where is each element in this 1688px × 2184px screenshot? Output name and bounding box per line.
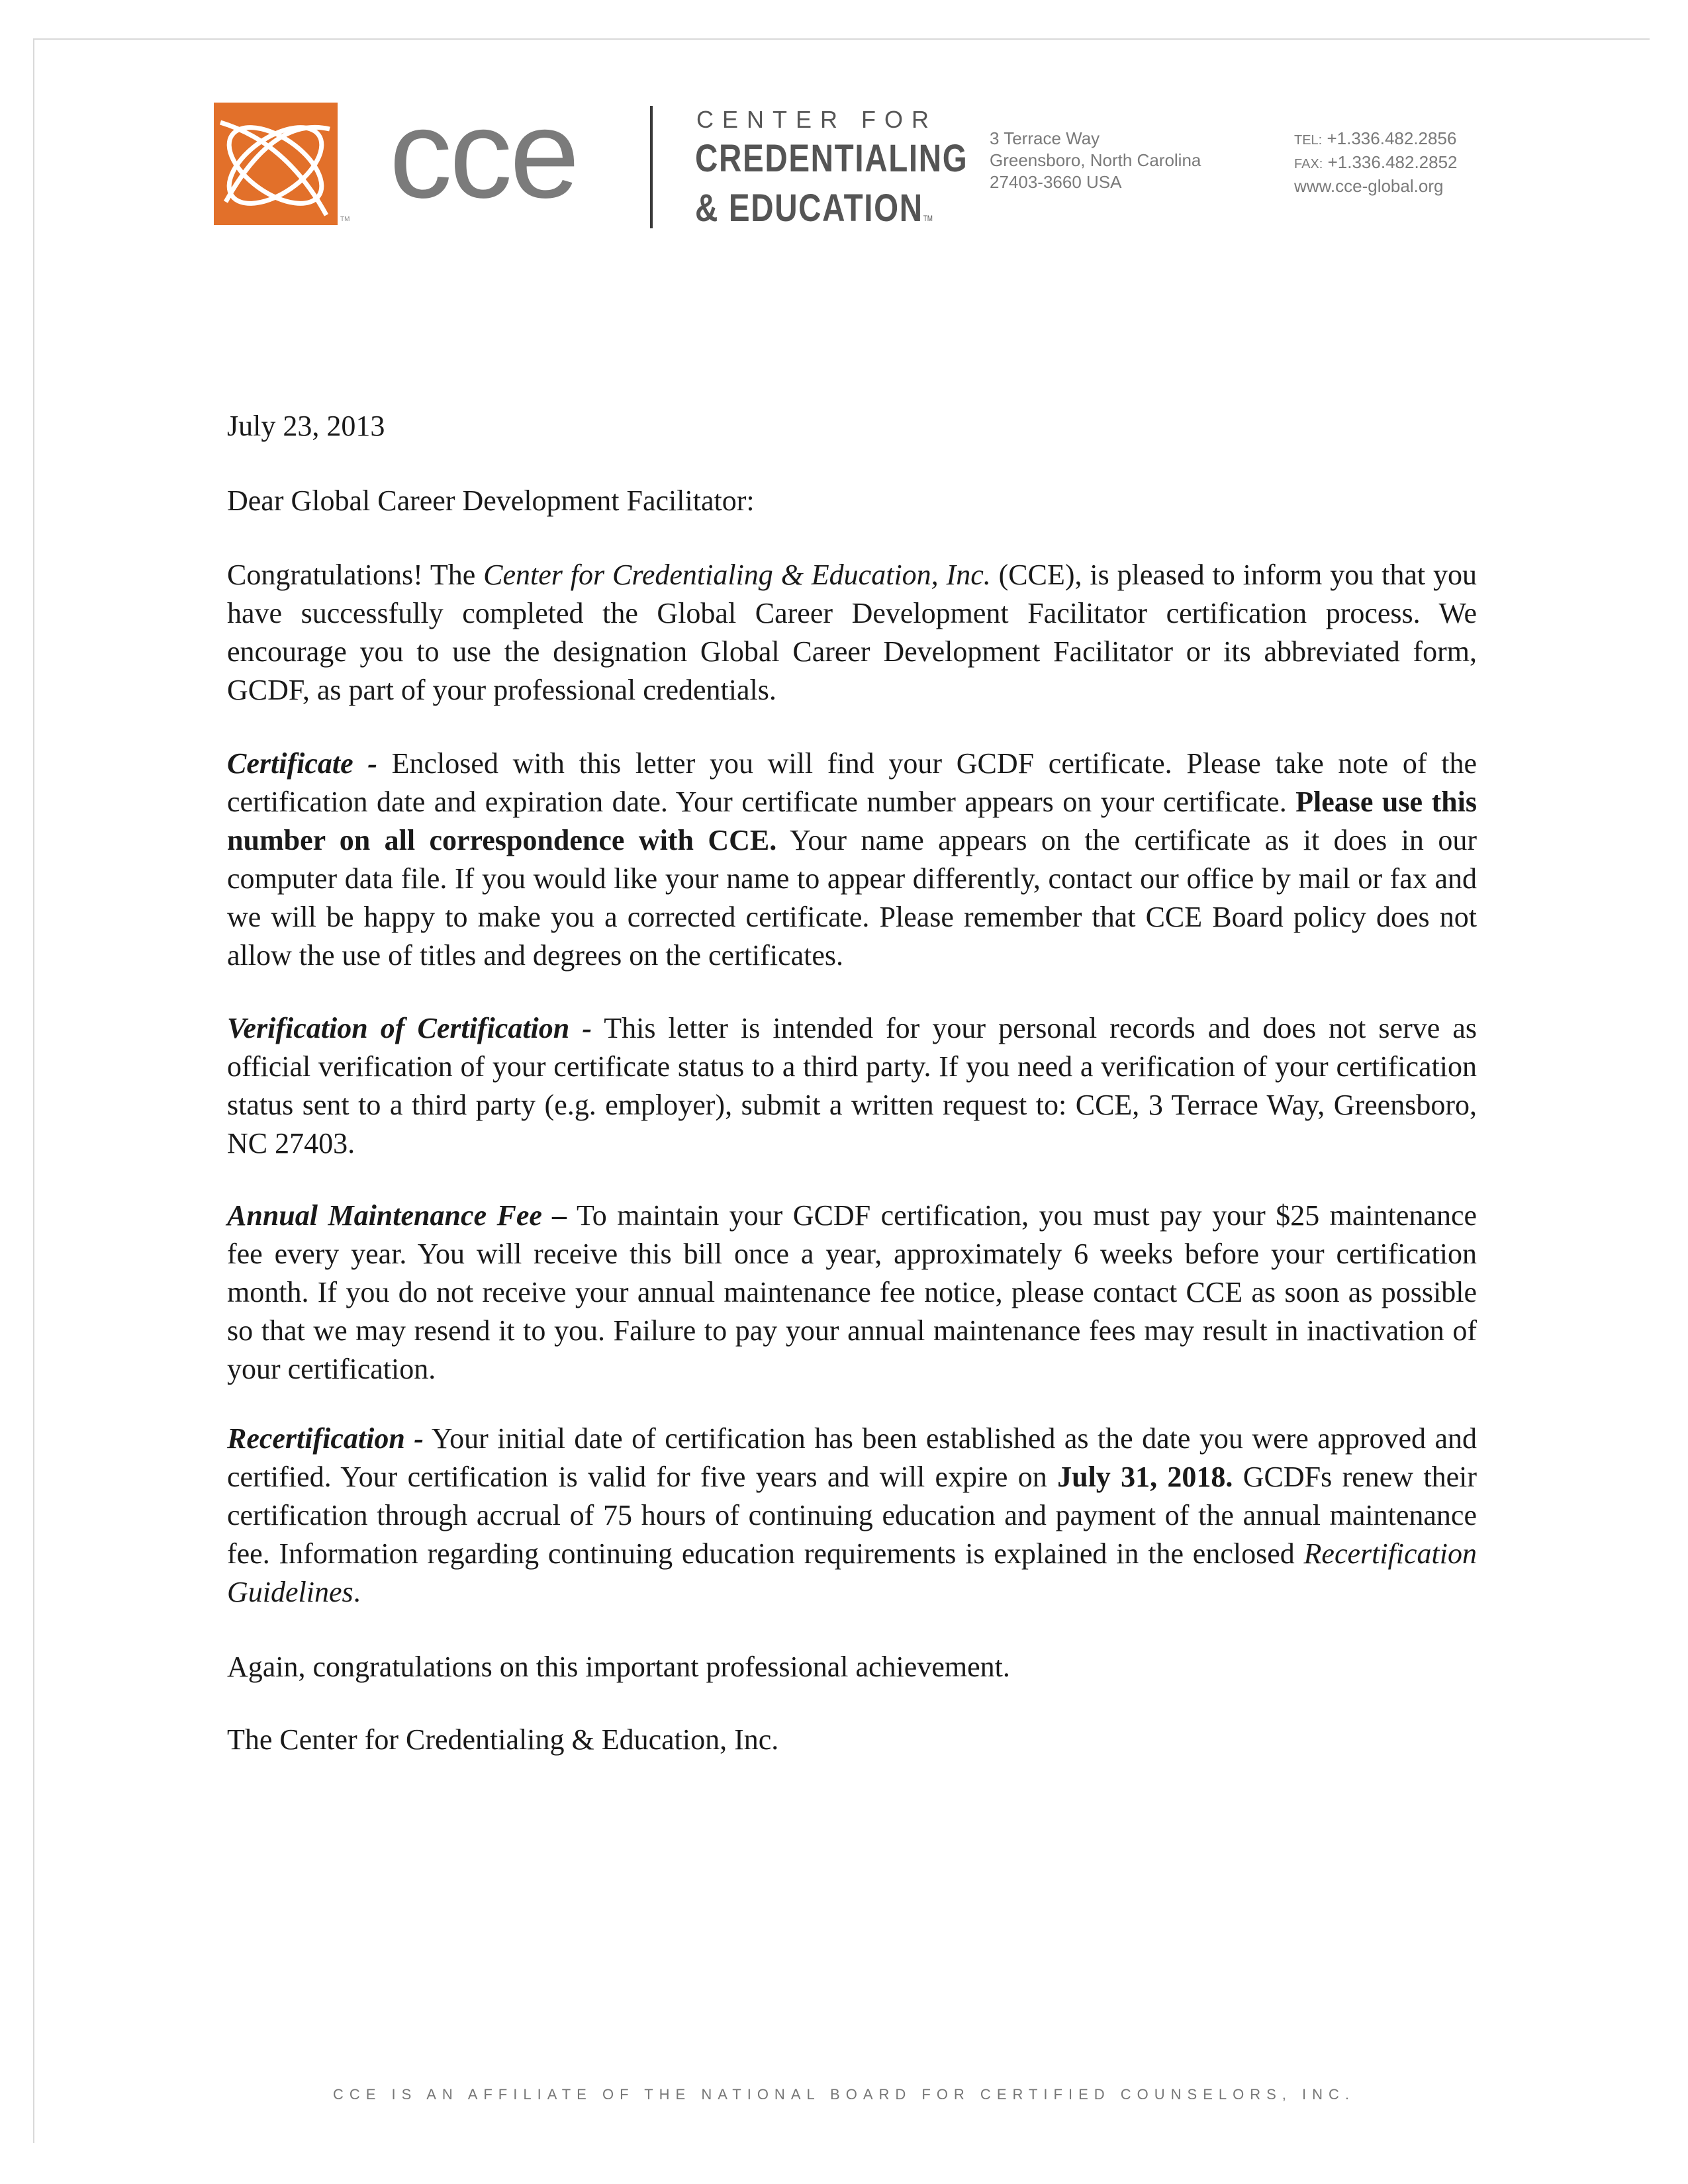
letterhead-contact	[1294, 128, 1458, 197]
address-line: Greensboro, North Carolina	[990, 150, 1201, 170]
section-heading: Recertification -	[227, 1422, 424, 1455]
letterhead-address	[990, 128, 1201, 193]
footer-affiliation: CCE IS AN AFFILIATE OF THE NATIONAL BOARD FOR CERTIFIED COUNSELORS, INC.	[332, 2086, 1356, 2103]
org-name-center-for: CENTER FOR	[696, 106, 937, 133]
fax-line: FAX: +1.336.482.2852	[1294, 152, 1458, 172]
signoff: The Center for Credentialing & Education, Inc.	[227, 1723, 779, 1756]
paragraph-verification: Verification of Certification - This letter is intended for your personal records and does not serve as official verification of your certificate status to a third party. If you need a verification of your certification status sent to a third party (e.g. employer), submit a written request to: CCE, 3 Terrace Way, Greensboro, NC 27403.	[227, 1012, 1477, 1160]
section-heading: Certificate -	[227, 747, 377, 780]
salutation: Dear Global Career Development Facilitator:	[227, 484, 755, 517]
paragraph-certificate: Certificate - Enclosed with this letter you will find your GCDF certificate. Please take note of the certification date and expiration date. Your certificate number appears on your certificate. Please use this number on all correspondence with CCE. Your name appears on the certificate as it does in our computer data file. If you would like your name to appear differently, contact our office by mail or fax and we will be happy to make you a corrected certificate. Please remember that CCE Board policy does not allow the use of titles and degrees on the certificates.	[227, 747, 1477, 972]
website-link: www.cce-global.org	[1294, 176, 1444, 196]
org-name-education: & EDUCATIONTM	[695, 187, 933, 230]
paragraph-maintenance-fee: Annual Maintenance Fee – To maintain your GCDF certification, you must pay your $25 maintenance fee every year. You will receive this bill once a year, approximately 6 weeks before your certification month. If you do not receive your annual maintenance fee notice, please contact CCE as soon as possible so that we may resend it to you. Failure to pay your annual maintenance fees may result in inactivation of your certification.	[227, 1199, 1477, 1385]
logo-trademark: TM	[340, 216, 350, 223]
logo-wordmark: cce	[389, 84, 577, 224]
letter-date: July 23, 2013	[227, 410, 385, 442]
org-name-credentialing: CREDENTIALING	[695, 137, 968, 180]
section-heading: Verification of Certification -	[227, 1012, 592, 1044]
address-line: 3 Terrace Way	[990, 128, 1100, 148]
paragraph-congratulations: Congratulations! The Center for Credentialing & Education, Inc. (CCE), is pleased to inform you that you have successfully completed the Global Career Development Facilitator certification process. We encourage you to use the designation Global Career Development Facilitator or its abbreviated form, GCDF, as part of your professional credentials.	[227, 559, 1477, 706]
closing-line: Again, congratulations on this important professional achievement.	[227, 1651, 1010, 1683]
cce-logo-icon	[214, 103, 338, 225]
education-trademark: TM	[923, 214, 933, 223]
tel-line: TEL: +1.336.482.2856	[1294, 128, 1457, 148]
section-heading: Annual Maintenance Fee –	[227, 1199, 567, 1232]
address-line: 27403-3660 USA	[990, 172, 1122, 192]
letterhead-divider	[650, 106, 653, 228]
paragraph-recertification: Recertification - Your initial date of certification has been established as the date you were approved and certified. Your certification is valid for five years and will expire on July 31, 2018. GCDFs renew their certification through accrual of 75 hours of continuing education and payment of the annual maintenance fee. Information regarding continuing education requirements is explained in the enclosed Recertification Guidelines.	[227, 1422, 1477, 1608]
